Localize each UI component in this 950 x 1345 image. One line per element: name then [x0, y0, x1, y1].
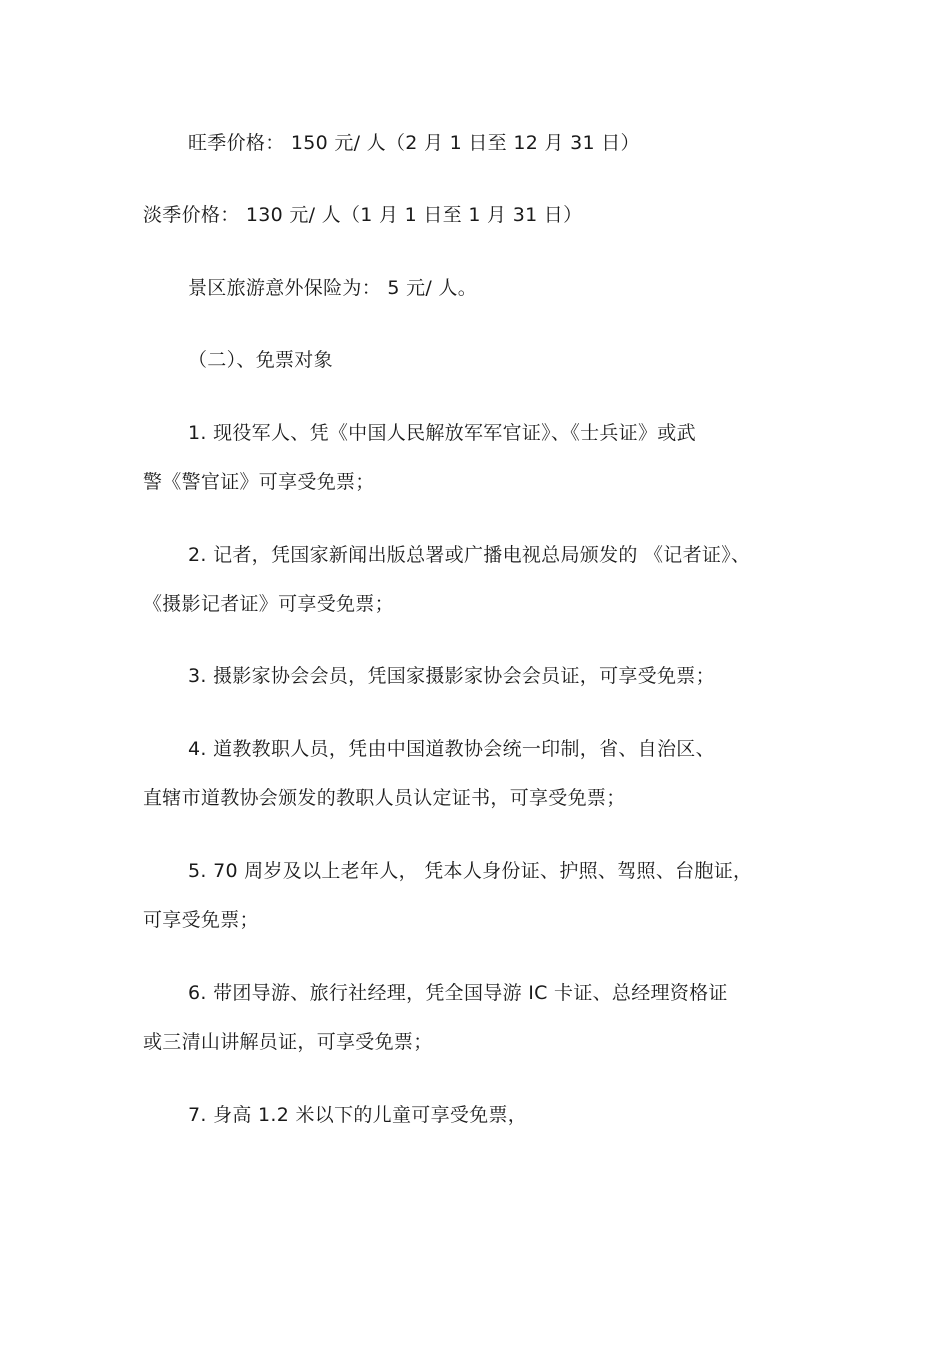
off-season-price: 淡季价格： 130 元/ 人（1 月 1 日至 1 月 31 日）: [143, 204, 583, 226]
peak-season-price: 旺季价格： 150 元/ 人（2 月 1 日至 12 月 31 日）: [188, 132, 640, 154]
item-2-line-1: 2. 记者，凭国家新闻出版总署或广播电视总局颁发的 《记者证》、: [188, 544, 751, 566]
item-1-line-2: 警《警官证》可享受免票；: [143, 471, 375, 493]
item-5-line-1: 5. 70 周岁及以上老年人， 凭本人身份证、护照、驾照、台胞证，: [188, 860, 753, 882]
section-heading-free-tickets: （二）、免票对象: [188, 349, 333, 371]
item-3: 3. 摄影家协会会员，凭国家摄影家协会会员证，可享受免票；: [188, 665, 715, 687]
item-5-line-2: 可享受免票；: [143, 909, 259, 931]
item-6-line-2: 或三清山讲解员证，可享受免票；: [143, 1031, 433, 1053]
item-2-line-2: 《摄影记者证》可享受免票；: [143, 593, 394, 615]
item-6-line-1: 6. 带团导游、旅行社经理，凭全国导游 IC 卡证、总经理资格证: [188, 982, 728, 1004]
insurance-price: 景区旅游意外保险为： 5 元/ 人。: [188, 277, 478, 299]
item-4-line-2: 直辖市道教协会颁发的教职人员认定证书，可享受免票；: [143, 787, 626, 809]
item-4-line-1: 4. 道教教职人员，凭由中国道教协会统一印制，省、自治区、: [188, 738, 715, 760]
item-7: 7. 身高 1.2 米以下的儿童可享受免票，: [188, 1104, 528, 1126]
item-1-line-1: 1. 现役军人、凭《中国人民解放军军官证》、《士兵证》或武: [188, 422, 696, 444]
